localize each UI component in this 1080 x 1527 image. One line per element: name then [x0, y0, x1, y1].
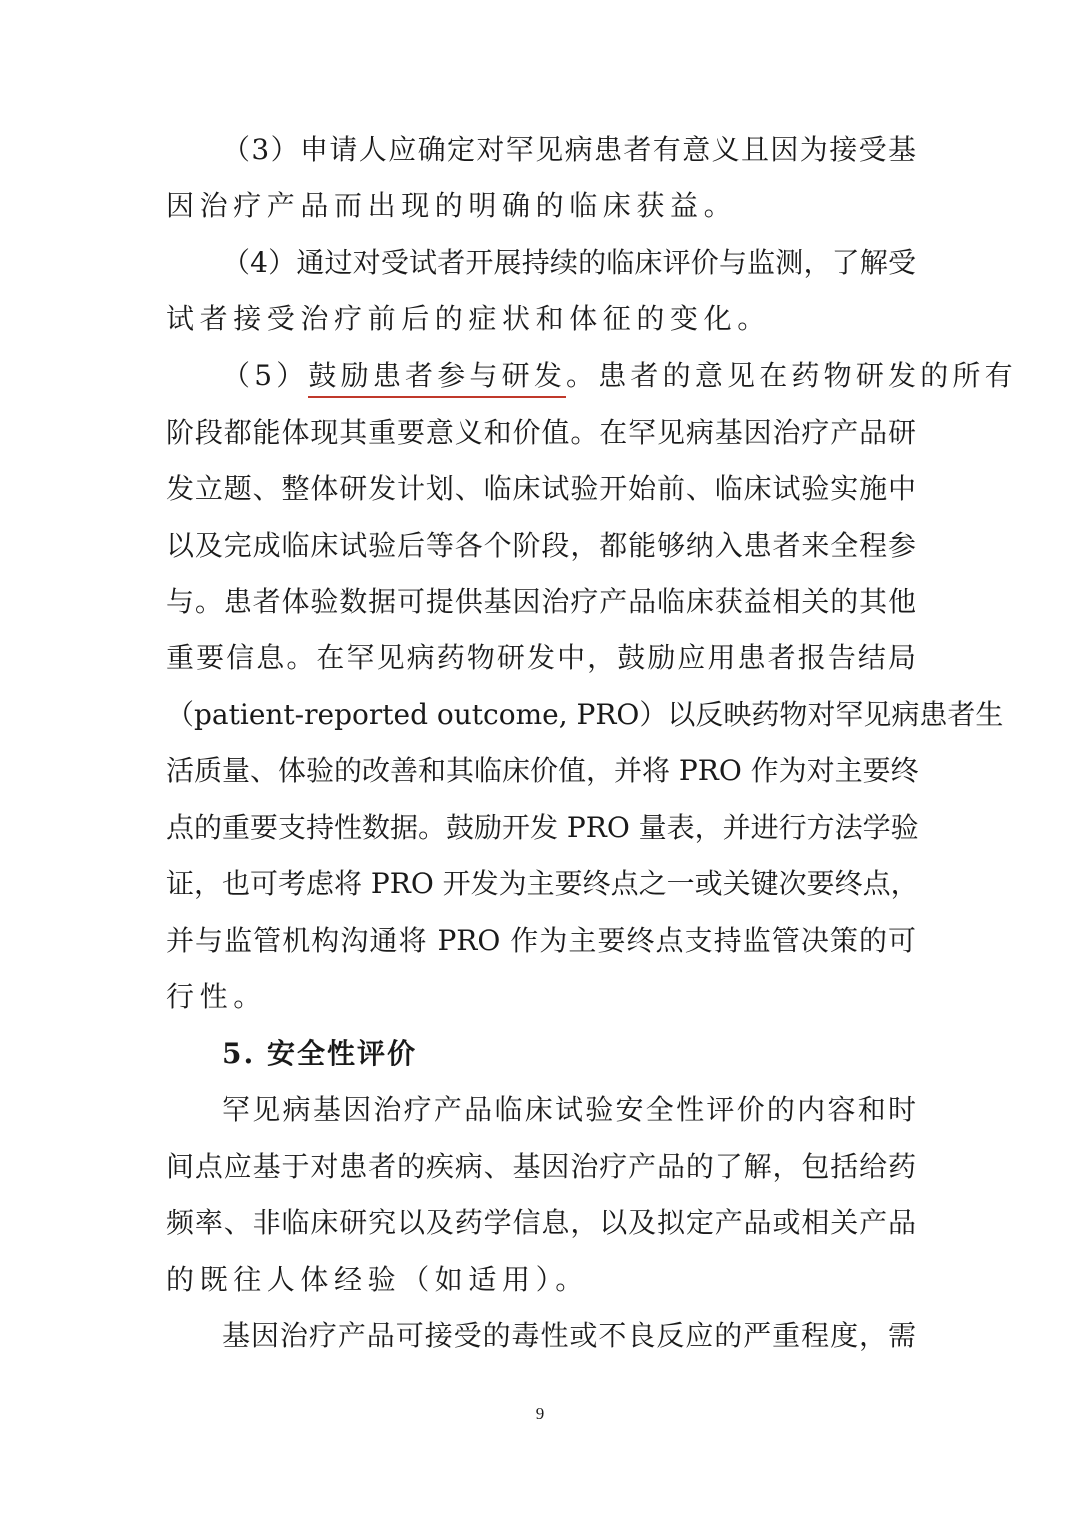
paragraph-5-line-6: 重要信息。在罕见病药物研发中，鼓励应用患者报告结局: [166, 641, 916, 674]
paragraph-5-line-10: 证，也可考虑将 PRO 开发为主要终点之一或关键次要终点，: [166, 867, 919, 900]
paragraph-4-line-2: 试者接受治疗前后的症状和体征的变化。: [166, 302, 771, 335]
paragraph-5-line-11: 并与监管机构沟通将 PRO 作为主要终点支持监管决策的可: [166, 924, 916, 957]
paragraph-5-line-9: 点的重要支持性数据。鼓励开发 PRO 量表，并进行方法学验: [166, 811, 919, 844]
paragraph-5-line-2: 阶段都能体现其重要意义和价值。在罕见病基因治疗产品研: [166, 416, 916, 449]
section-heading: 5. 安全性评价: [222, 1037, 417, 1070]
paragraph-5-line-8: 活质量、体验的改善和其临床价值，并将 PRO 作为对主要终: [166, 754, 919, 787]
paragraph-5-line-3: 发立题、整体研发计划、临床试验开始前、临床试验实施中: [166, 472, 916, 505]
paragraph-6-line-4: 的既往人体经验（如适用）。: [166, 1263, 589, 1296]
paragraph-6-line-1: 罕见病基因治疗产品临床试验安全性评价的内容和时: [222, 1093, 916, 1126]
paragraph-5-line-12: 行性。: [166, 980, 267, 1013]
paragraph-5-line-4: 以及完成临床试验后等各个阶段，都能够纳入患者来全程参: [166, 529, 916, 562]
paragraph-7-line-1: 基因治疗产品可接受的毒性或不良反应的严重程度，需: [222, 1319, 916, 1352]
paragraph-5-line-7: （patient-reported outcome, PRO）以反映药物对罕见病患者生: [166, 698, 1004, 731]
paragraph-5-line-5: 与。患者体验数据可提供基因治疗产品临床获益相关的其他: [166, 585, 916, 618]
paragraph-3-line-2: 因治疗产品而出现的明确的临床获益。: [166, 189, 738, 222]
paragraph-3-line-1: （3）申请人应确定对罕见病患者有意义且因为接受基: [222, 133, 916, 166]
paragraph-4-line-1: （4）通过对受试者开展持续的临床评价与监测，了解受: [222, 246, 916, 279]
highlighted-phrase: 鼓励患者参与研发: [308, 359, 566, 398]
paragraph-5-line-1: [222, 348, 1017, 404]
paragraph-5-prefix: （5）: [222, 359, 309, 392]
page-number: 9: [535, 1404, 545, 1423]
paragraph-6-line-3: 频率、非临床研究以及药学信息，以及拟定产品或相关产品: [166, 1206, 916, 1239]
paragraph-5-line-1-rest: 。患者的意见在药物研发的所有: [566, 359, 1017, 392]
paragraph-6-line-2: 间点应基于对患者的疾病、基因治疗产品的了解，包括给药: [166, 1150, 916, 1183]
